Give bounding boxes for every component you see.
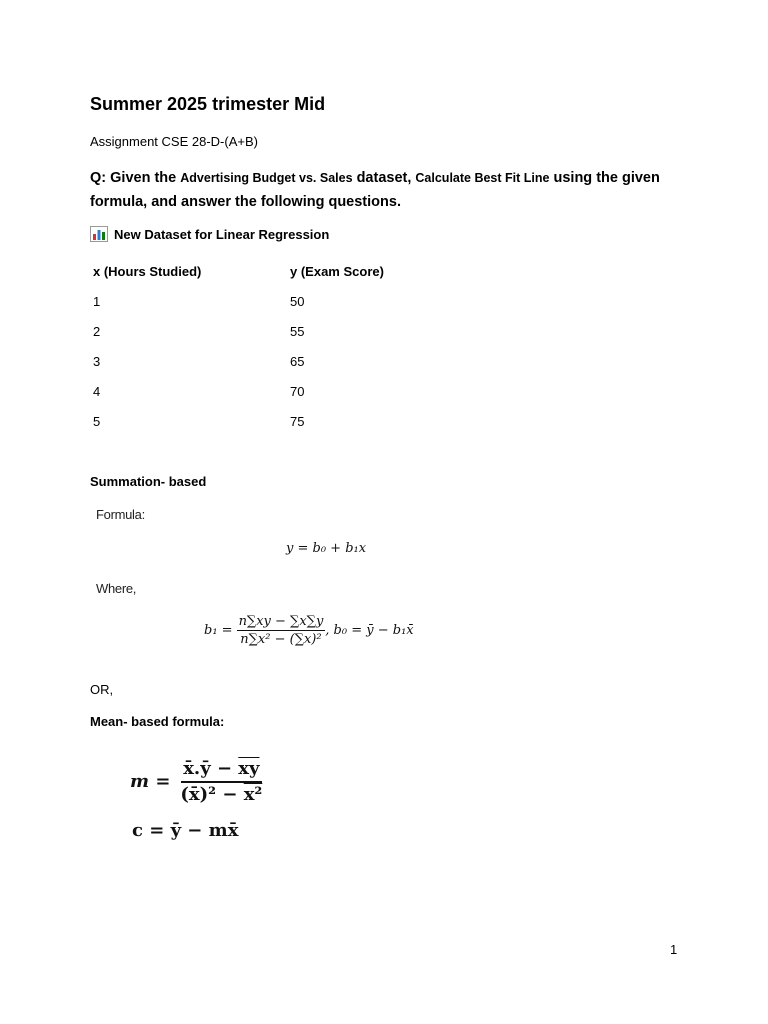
dataset-heading-text: New Dataset for Linear Regression	[114, 226, 330, 242]
m-fraction	[178, 758, 264, 805]
table-cell: 65	[290, 354, 305, 369]
table-cell: 4	[93, 384, 101, 399]
table-cell: 1	[93, 294, 101, 309]
table-header-y: y (Exam Score)	[290, 264, 384, 279]
slope-formula	[130, 758, 264, 805]
assignment-line: Assignment CSE 28-D-(A+B)	[90, 134, 258, 149]
m-denominator	[178, 783, 264, 805]
m-lhs: m =	[130, 771, 171, 792]
m-den-b: x²	[243, 784, 263, 805]
question-text	[90, 166, 690, 214]
regression-formula: y = b₀ + b₁x	[286, 541, 367, 556]
summation-heading: Summation- based	[90, 474, 207, 489]
m-num-op: −	[210, 758, 239, 779]
table-cell: 50	[290, 294, 305, 309]
table-cell: 2	[93, 324, 101, 339]
where-label: Where,	[96, 581, 137, 596]
b1-b0-formula	[204, 614, 414, 647]
b1-numerator: n∑xy − ∑x∑y	[238, 614, 324, 629]
b0-formula: , b₀ = ȳ − b₁x̄	[325, 623, 414, 638]
b1-lhs: b₁ =	[204, 623, 233, 638]
dataset-heading	[90, 226, 329, 242]
table-cell: 5	[93, 414, 101, 429]
m-num-a: x̄.ȳ	[183, 758, 211, 779]
document-title: Summer 2025 trimester Mid	[90, 94, 326, 114]
bar-chart-icon	[90, 226, 108, 242]
question-part: using the given formula, and answer the following questions.	[90, 170, 660, 210]
b1-fraction	[237, 614, 326, 647]
m-num-b: $\overline{xy}$	[238, 758, 260, 779]
question-part: Calculate Best Fit Line	[415, 171, 550, 185]
question-part: Advertising Budget	[180, 171, 296, 185]
table-cell: 3	[93, 354, 101, 369]
question-part: Q: Given the	[90, 170, 181, 186]
question-part: dataset,	[352, 170, 416, 186]
formula-label: Formula:	[96, 507, 145, 522]
m-numerator	[181, 758, 261, 783]
or-text: OR,	[90, 682, 114, 697]
question-part: Sales	[319, 171, 353, 185]
table-header-x: x (Hours Studied)	[93, 264, 202, 279]
table-cell: 55	[290, 324, 305, 339]
b1-denominator: n∑x² − (∑x)²	[240, 632, 322, 647]
mean-heading: Mean- based formula:	[90, 714, 225, 729]
intercept-formula: c = ȳ − mx̄	[132, 820, 239, 841]
question-part: vs.	[295, 171, 320, 185]
m-den-a: (x̄)²	[180, 784, 217, 805]
m-den-op: −	[216, 784, 244, 805]
table-cell: 70	[290, 384, 305, 399]
page-number: 1	[670, 942, 678, 957]
table-cell: 75	[290, 414, 305, 429]
